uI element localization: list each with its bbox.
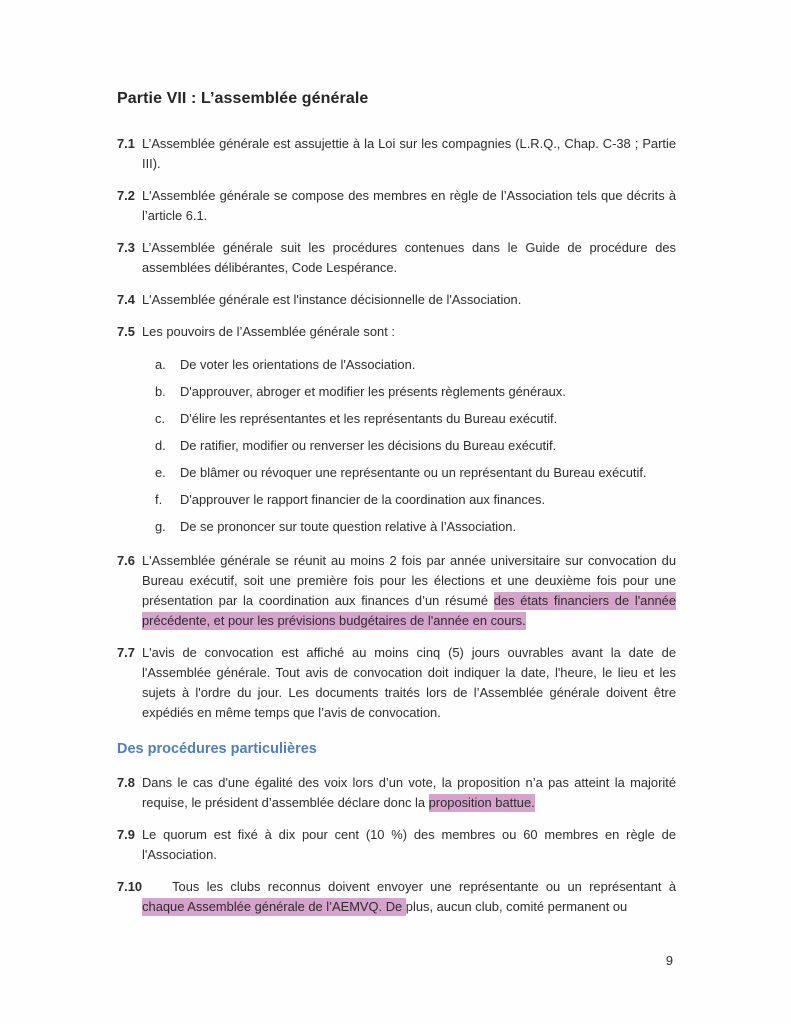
paragraph-7-5 — [117, 322, 676, 342]
paragraph-text: Le quorum est fixé à dix pour cent (10 %) des membres ou 60 membres en règle de l'Association. — [142, 827, 676, 862]
highlighted-text: chaque Assemblée générale de l’AEMVQ. De — [142, 899, 406, 914]
list-item-marker: c. — [155, 411, 166, 426]
list-item — [155, 409, 676, 429]
paragraph-7-3 — [117, 238, 676, 278]
list-item-text: D'approuver, abroger et modifier les présents règlements généraux. — [180, 384, 566, 399]
list-item-text: De se prononcer sur toute question relative à l’Association. — [180, 519, 517, 534]
paragraph-7-8 — [117, 773, 676, 813]
paragraph-text-plain: Dans le cas d'une égalité des voix lors d’un vote, la proposition n’a pas atteint la majorité requise, le président d’assemblée déclare donc la — [142, 775, 676, 810]
paragraph-text: L'Assemblée générale est l'instance décisionnelle de l'Association. — [142, 292, 522, 307]
paragraph-text-plain: L'Assemblée générale se réunit au moins 2 fois par année universitaire sur convocation du Bureau exécutif, soit une première fois pour les élections et une deuxième fois pour une présentation par la coordination aux finances d’un résumé — [142, 553, 676, 608]
list-item-text: De ratifier, modifier ou renverser les décisions du Bureau exécutif. — [180, 438, 557, 453]
paragraph-7-2 — [117, 186, 676, 226]
list-item-text: De voter les orientations de l'Association. — [180, 357, 416, 372]
list-item-marker: e. — [155, 465, 166, 480]
paragraph-number: 7.10 — [117, 879, 143, 894]
paragraph-number: 7.8 — [117, 775, 135, 790]
paragraph-text-plain: Tous les clubs reconnus doivent envoyer une représentante ou un représentant à — [172, 879, 676, 894]
paragraph-number: 7.6 — [117, 553, 135, 568]
paragraph-number: 7.3 — [117, 240, 135, 255]
paragraph-text — [142, 877, 676, 917]
paragraph-text: L’Assemblée générale suit les procédures contenues dans le Guide de procédure des assemblées délibérantes, Code Lespérance. — [142, 240, 676, 275]
list-item-text: D'élire les représentantes et les représentants du Bureau exécutif. — [180, 411, 558, 426]
list-item-text: De blâmer ou révoquer une représentante ou un représentant du Bureau exécutif. — [180, 465, 647, 480]
paragraph-text-plain: plus, aucun club, comité permanent ou — [405, 899, 628, 914]
list-item — [155, 436, 676, 456]
section-title: Partie VII : L’assemblée générale — [117, 90, 369, 107]
paragraph-number: 7.2 — [117, 188, 135, 203]
list-item — [155, 355, 676, 375]
subsection-heading: Des procédures particulières — [117, 741, 317, 757]
paragraph-7-9 — [117, 825, 676, 865]
paragraph-7-7 — [117, 643, 676, 723]
paragraph-number: 7.7 — [117, 645, 135, 660]
paragraph-7-4 — [117, 290, 676, 310]
highlighted-text: proposition battue. — [428, 795, 535, 810]
highlighted-text: des états financiers de l'année précédente, et pour les prévisions budgétaires de l'année en cours. — [142, 593, 677, 628]
page-number: 9 — [665, 953, 673, 968]
paragraph-7-10 — [117, 877, 676, 917]
paragraph-number: 7.5 — [117, 324, 135, 339]
paragraph-number: 7.9 — [117, 827, 135, 842]
paragraph-text: L'Assemblée générale se compose des membres en règle de l’Association tels que décrits à l’article 6.1. — [142, 188, 676, 223]
list-item — [155, 463, 676, 483]
list-item-marker: g. — [155, 519, 166, 534]
list-item — [155, 517, 676, 537]
paragraph-text — [142, 551, 676, 631]
paragraph-text: L’Assemblée générale est assujettie à la Loi sur les compagnies (L.R.Q., Chap. C-38 ; Partie III). — [142, 136, 676, 171]
document-content — [117, 90, 676, 929]
list-item-marker: a. — [155, 357, 166, 372]
list-item-marker: d. — [155, 438, 166, 453]
list-item — [155, 490, 676, 510]
list-item — [155, 382, 676, 402]
paragraph-text — [142, 773, 676, 813]
powers-list — [155, 355, 676, 537]
list-item-marker: b. — [155, 384, 166, 399]
paragraph-text: Les pouvoirs de l’Assemblée générale sont : — [142, 324, 395, 339]
paragraph-7-6 — [117, 551, 676, 631]
paragraph-7-1 — [117, 134, 676, 174]
list-item-marker: f. — [155, 492, 163, 507]
paragraph-number: 7.4 — [117, 292, 135, 307]
paragraph-number: 7.1 — [117, 136, 135, 151]
paragraph-text: L'avis de convocation est affiché au moins cinq (5) jours ouvrables avant la date de l'Assemblée générale. Tout avis de convocation doit indiquer la date, l'heure, le lieu et les sujets à l'ordre du jour. Les documents traités lors de l’Assemblée générale doivent être expédiés en même temps que l’avis de convocation. — [142, 645, 676, 720]
list-item-text: D'approuver le rapport financier de la coordination aux finances. — [180, 492, 546, 507]
